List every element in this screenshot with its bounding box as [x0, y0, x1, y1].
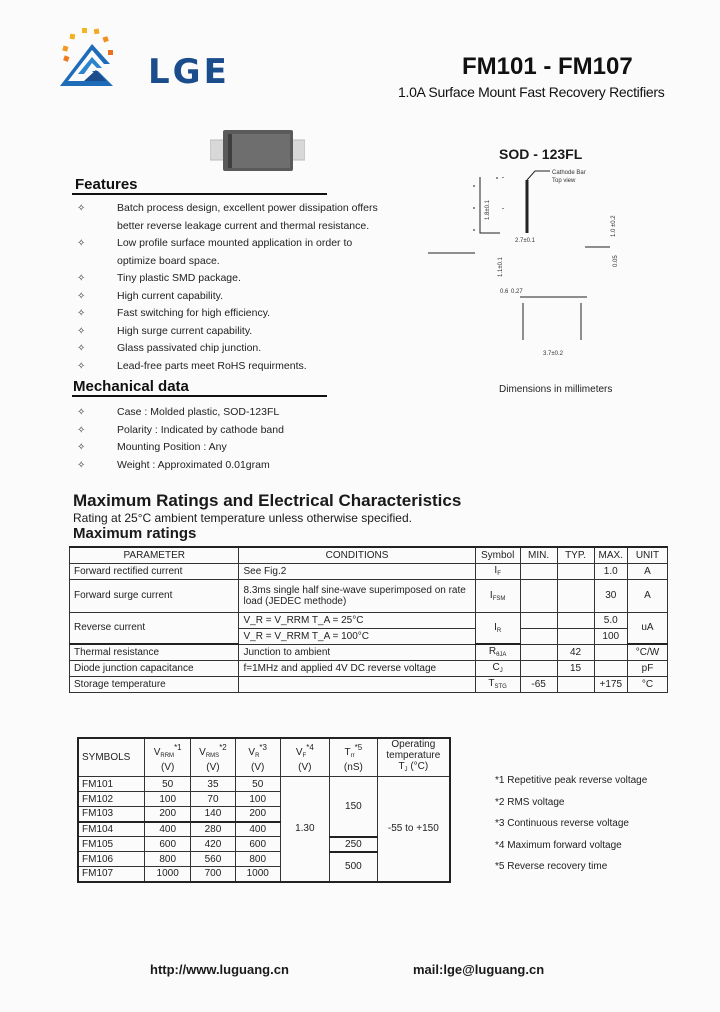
list-item: ✧ Glass passivated chip junction.	[73, 340, 403, 358]
list-item: ✧ Fast switching for high efficiency.	[73, 305, 403, 323]
email-link[interactable]: mail:lge@luguang.cn	[413, 962, 545, 977]
table-cell: 42	[557, 644, 594, 660]
column-header: SYMBOLS	[78, 738, 145, 777]
table-cell: °C/W	[627, 644, 667, 660]
diamond-bullet-icon: ✧	[77, 325, 86, 337]
table-cell: -65	[520, 676, 557, 692]
svg-text:3.7±0.2: 3.7±0.2	[543, 351, 563, 357]
symbol-cell: $I_{FSM}$	[475, 579, 520, 612]
diamond-bullet-icon: ✧	[77, 203, 86, 214]
symbol-cell: $T_{STG}$	[475, 676, 520, 692]
part-number-cell: FM105	[78, 837, 145, 852]
svg-text:1.8±0.1: 1.8±0.1	[485, 200, 491, 220]
diamond-bullet-icon: ✧	[77, 360, 86, 372]
table-cell: pF	[627, 660, 667, 676]
table-cell: 400	[145, 822, 191, 837]
table-cell	[520, 612, 557, 628]
column-header-vf: $V_F^{*4}$ (V)	[280, 738, 330, 777]
symbol-cell: $C_J$	[475, 660, 520, 676]
column-header-vrrm: $V_{RRM}^{*1}$ (V)	[145, 738, 191, 777]
list-item: ✧ High surge current capability.	[73, 323, 403, 341]
svg-text:0.27: 0.27	[511, 289, 523, 295]
table-cell: 600	[235, 837, 280, 852]
table-cell: 1000	[235, 867, 280, 882]
diamond-bullet-icon: ✧	[77, 308, 86, 319]
ratings-heading: Maximum Ratings and Electrical Characteristics	[73, 491, 462, 510]
footnote: *5 Reverse recovery time	[495, 861, 608, 872]
footnote: *1 Repetitive peak reverse voltage	[495, 775, 648, 786]
column-header-vrms: $V_{RMS}^{*2}$ (V)	[191, 738, 236, 777]
table-cell: 100	[145, 792, 191, 807]
table-cell	[520, 644, 557, 660]
part-number-cell: FM102	[78, 792, 145, 807]
table-cell: 150	[330, 777, 378, 837]
table-cell: Diode junction capacitance	[70, 660, 239, 676]
table-cell	[520, 660, 557, 676]
table-cell: Thermal resistance	[70, 644, 239, 660]
table-cell: Junction to ambient	[239, 644, 475, 660]
column-header-op-temp: Operating temperature $T_J$ (°C)	[377, 738, 450, 777]
part-number-cell: FM107	[78, 867, 145, 882]
table-cell	[520, 579, 557, 612]
list-item: ✧ Polarity : Indicated by cathode band	[73, 422, 403, 440]
list-item: ✧ Case : Molded plastic, SOD-123FL	[73, 404, 403, 422]
table-cell: +175	[594, 676, 627, 692]
table-cell: 1.30	[280, 777, 330, 882]
svg-text:Top view: Top view	[552, 178, 576, 184]
table-cell: 800	[235, 852, 280, 867]
table-cell: °C	[627, 676, 667, 692]
table-cell: 420	[191, 837, 236, 852]
table-cell: 400	[235, 822, 280, 837]
table-cell: 800	[145, 852, 191, 867]
diamond-bullet-icon: ✧	[77, 407, 86, 418]
symbol-cell: $R_{\theta JA}$	[475, 644, 520, 660]
diamond-bullet-icon: ✧	[77, 238, 86, 249]
table-cell: 50	[145, 777, 191, 792]
list-item: ✧ Mounting Position : Any	[73, 439, 403, 457]
table-row	[70, 660, 668, 676]
table-cell: 50	[235, 777, 280, 792]
table-cell: 280	[191, 822, 236, 837]
part-title: FM101 - FM107	[462, 53, 633, 80]
features-heading: Features	[75, 176, 138, 193]
table-cell	[557, 563, 594, 579]
table-cell: f=1MHz and applied 4V DC reverse voltage	[239, 660, 475, 676]
logo-mark-icon	[58, 24, 148, 94]
table-cell: 700	[191, 867, 236, 882]
svg-text:0.05: 0.05	[613, 255, 619, 267]
website-link[interactable]: http://www.luguang.cn	[150, 962, 289, 977]
table-cell: 100	[235, 792, 280, 807]
column-header-trr: $T_{rr}^{*5}$ (nS)	[330, 738, 378, 777]
part-subtitle: 1.0A Surface Mount Fast Recovery Rectifiers	[398, 84, 665, 100]
table-cell: -55 to +150	[377, 777, 450, 882]
column-header: UNIT	[627, 547, 667, 563]
table-cell: 8.3ms single half sine-wave superimposed on rate load (JEDEC methode)	[239, 579, 475, 612]
mechanical-divider	[72, 395, 327, 397]
list-item: optimize board space.	[117, 254, 220, 267]
table-cell: A	[627, 563, 667, 579]
table-cell: 15	[557, 660, 594, 676]
column-header: MAX.	[594, 547, 627, 563]
svg-text:2.7±0.1: 2.7±0.1	[515, 238, 535, 244]
table-cell: Reverse current	[70, 612, 239, 644]
table-cell	[594, 644, 627, 660]
column-header: CONDITIONS	[239, 547, 475, 563]
dimensions-caption: Dimensions in millimeters	[499, 384, 613, 395]
table-row	[70, 644, 668, 660]
table-cell: 70	[191, 792, 236, 807]
table-cell	[557, 579, 594, 612]
table-row	[70, 612, 668, 628]
table-cell	[520, 628, 557, 644]
max-ratings-subheading: Maximum ratings	[73, 525, 197, 542]
table-cell: 500	[330, 852, 378, 882]
ratings-note: Rating at 25°C ambient temperature unless otherwise specified.	[73, 511, 412, 525]
table-row	[70, 563, 668, 579]
column-header: TYP.	[557, 547, 594, 563]
table-cell: See Fig.2	[239, 563, 475, 579]
svg-text:0.6: 0.6	[500, 289, 509, 295]
table-cell	[557, 628, 594, 644]
symbol-cell: $I_F$	[475, 563, 520, 579]
table-cell: Forward surge current	[70, 579, 239, 612]
table-cell: uA	[627, 612, 667, 644]
table-cell: 600	[145, 837, 191, 852]
footnote: *4 Maximum forward voltage	[495, 839, 622, 851]
table-row	[70, 676, 668, 692]
column-header: PARAMETER	[70, 547, 239, 563]
table-row	[78, 777, 450, 792]
part-number-cell: FM104	[78, 822, 145, 837]
table-cell: 1000	[145, 867, 191, 882]
table-cell: 200	[145, 807, 191, 822]
table-cell: A	[627, 579, 667, 612]
column-header-vr: $V_R^{*3}$ (V)	[235, 738, 280, 777]
logo-text: LGE	[148, 52, 230, 92]
diamond-bullet-icon: ✧	[77, 459, 86, 471]
table-cell: V_R = V_RRM T_A = 100°C	[239, 628, 475, 644]
part-number-cell: FM103	[78, 807, 145, 822]
svg-text:Cathode Bar: Cathode Bar	[552, 170, 586, 176]
table-cell: 250	[330, 837, 378, 852]
chip-photo	[210, 128, 305, 173]
table-cell: 35	[191, 777, 236, 792]
mechanical-heading: Mechanical data	[73, 378, 189, 395]
table-cell	[557, 676, 594, 692]
list-item: ✧ Tiny plastic SMD package.	[73, 270, 403, 288]
table-cell: 100	[594, 628, 627, 644]
svg-text:1.0 ±0.2: 1.0 ±0.2	[611, 215, 617, 237]
package-title: SOD - 123FL	[499, 146, 583, 162]
diamond-bullet-icon: ✧	[77, 273, 86, 284]
table-cell: 140	[191, 807, 236, 822]
footnote: *2 RMS voltage	[495, 796, 565, 808]
column-header: Symbol	[475, 547, 520, 563]
table-row	[70, 579, 668, 612]
max-ratings-table	[69, 546, 668, 693]
footnotes-list	[495, 770, 647, 878]
svg-text:1.1±0.1: 1.1±0.1	[498, 257, 504, 277]
table-cell: 30	[594, 579, 627, 612]
package-dimension-drawing	[425, 165, 625, 375]
list-item: ✧ Lead-free parts meet RoHS requirments.	[73, 358, 403, 376]
table-cell: Storage temperature	[70, 676, 239, 692]
table-cell: 560	[191, 852, 236, 867]
table-cell: 5.0	[594, 612, 627, 628]
symbol-cell: $I_R$	[475, 612, 520, 644]
table-cell	[520, 563, 557, 579]
features-divider	[72, 193, 327, 195]
list-item: ✧ Batch process design, excellent power dissipation offers	[73, 200, 403, 218]
footnote: *3 Continuous reverse voltage	[495, 818, 629, 829]
part-selection-table	[77, 737, 451, 883]
table-cell: V_R = V_RRM T_A = 25°C	[239, 612, 475, 628]
diamond-bullet-icon: ✧	[77, 424, 86, 436]
diamond-bullet-icon: ✧	[77, 442, 86, 453]
table-header-row	[70, 547, 668, 563]
list-item: ✧ Low profile surface mounted application in order to	[73, 235, 403, 253]
list-item: better reverse leakage current and thermal resistance.	[117, 219, 370, 232]
table-cell: 200	[235, 807, 280, 822]
table-cell: 1.0	[594, 563, 627, 579]
table-cell	[557, 612, 594, 628]
table-header-row	[78, 738, 450, 777]
part-number-cell: FM101	[78, 777, 145, 792]
diamond-bullet-icon: ✧	[77, 343, 86, 354]
list-item: ✧ Weight : Approximated 0.01gram	[73, 457, 403, 475]
list-item: ✧ High current capability.	[73, 288, 403, 306]
column-header: MIN.	[520, 547, 557, 563]
diamond-bullet-icon: ✧	[77, 290, 86, 302]
table-cell	[594, 660, 627, 676]
part-number-cell: FM106	[78, 852, 145, 867]
features-list	[73, 200, 403, 375]
table-cell: Forward rectified current	[70, 563, 239, 579]
mechanical-list	[73, 404, 403, 474]
table-cell	[239, 676, 475, 692]
